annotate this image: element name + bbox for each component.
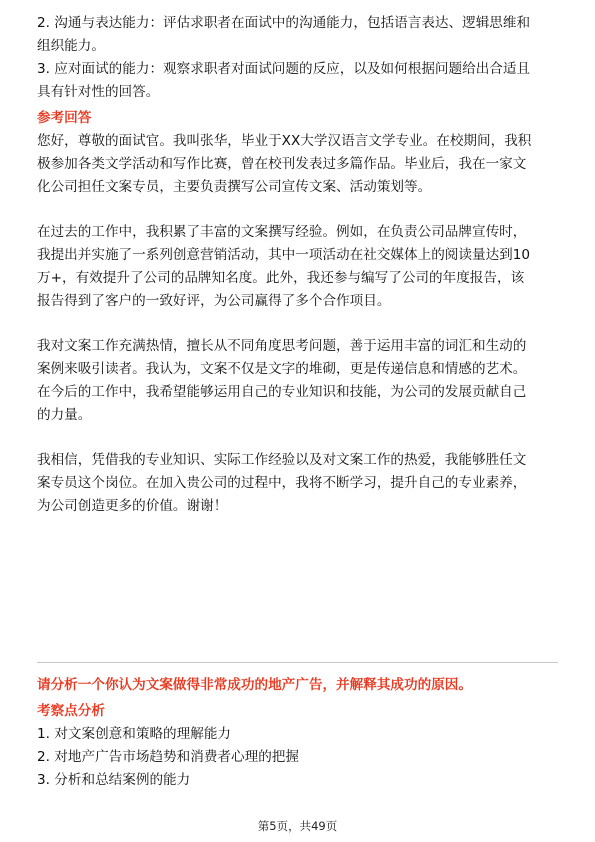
- text-line: 案专员这个岗位。在加入贵公司的过程中，我将不断学习，提升自己的专业素养，: [37, 475, 527, 491]
- page-footer: 第5页，共49页: [257, 819, 338, 833]
- question-text: 请分析一个你认为文案做得非常成功的地产广告，并解释其成功的原因。: [37, 677, 472, 693]
- text-line: 我相信，凭借我的专业知识、实际工作经验以及对文案工作的热爱，我能够胜任文: [37, 452, 527, 468]
- text-line: 报告得到了客户的一致好评，为公司赢得了多个合作项目。: [37, 293, 391, 309]
- text-line: 在过去的工作中，我积累了丰富的文案撰写经验。例如，在负责公司品牌宣传时，: [37, 224, 527, 240]
- text-line: 具有针对性的回答。: [37, 84, 160, 100]
- text-line: 3. 应对面试的能力：观察求职者对面试问题的反应，以及如何根据问题给出合适且: [37, 61, 531, 77]
- section-divider: [37, 662, 558, 663]
- text-line: 的力量。: [37, 407, 92, 423]
- analysis-heading: 考察点分析: [37, 703, 105, 719]
- text-line: 极参加各类文学活动和写作比赛，曾在校刊发表过多篇作品。毕业后，我在一家文: [37, 156, 527, 172]
- analysis-item: 1. 对文案创意和策略的理解能力: [37, 726, 232, 742]
- text-line: 为公司创造更多的价值。谢谢！: [37, 498, 228, 514]
- analysis-item: 2. 对地产广告市场趋势和消费者心理的把握: [37, 749, 299, 765]
- text-line: 万+，有效提升了公司的品牌知名度。此外，我还参与编写了公司的年度报告，该: [37, 270, 525, 286]
- top-item-3: [37, 58, 558, 104]
- text-line: 化公司担任文案专员，主要负责撰写公司宣传文案、活动策划等。: [37, 179, 432, 195]
- answer-heading: 参考回答: [37, 110, 92, 126]
- text-line: 组织能力。: [37, 38, 105, 54]
- text-line: 2. 沟通与表达能力：评估求职者在面试中的沟通能力，包括语言表达、逻辑思维和: [37, 15, 531, 31]
- text-line: 案例来吸引读者。我认为，文案不仅是文字的堆砌，更是传递信息和情感的艺术。: [37, 361, 527, 377]
- top-item-2: [37, 12, 558, 58]
- text-line: 我提出并实施了一系列创意营销活动，其中一项活动在社交媒体上的阅读量达到10: [37, 247, 531, 263]
- text-line: 在今后的工作中，我希望能够运用自己的专业知识和技能，为公司的发展贡献自己: [37, 384, 527, 400]
- answer-paragraph-2: [37, 221, 558, 313]
- text-line: 您好，尊敬的面试官。我叫张华，毕业于XX大学汉语言文学专业。在校期间，我积: [37, 133, 532, 149]
- upper-content: [37, 12, 558, 518]
- analysis-item: 3. 分析和总结案例的能力: [37, 772, 191, 788]
- answer-paragraph-3: [37, 335, 558, 427]
- text-line: 我对文案工作充满热情，擅长从不同角度思考问题，善于运用丰富的词汇和生动的: [37, 338, 527, 354]
- answer-paragraph-4: [37, 449, 558, 518]
- lower-content: [37, 674, 558, 792]
- answer-paragraph-1: [37, 130, 558, 199]
